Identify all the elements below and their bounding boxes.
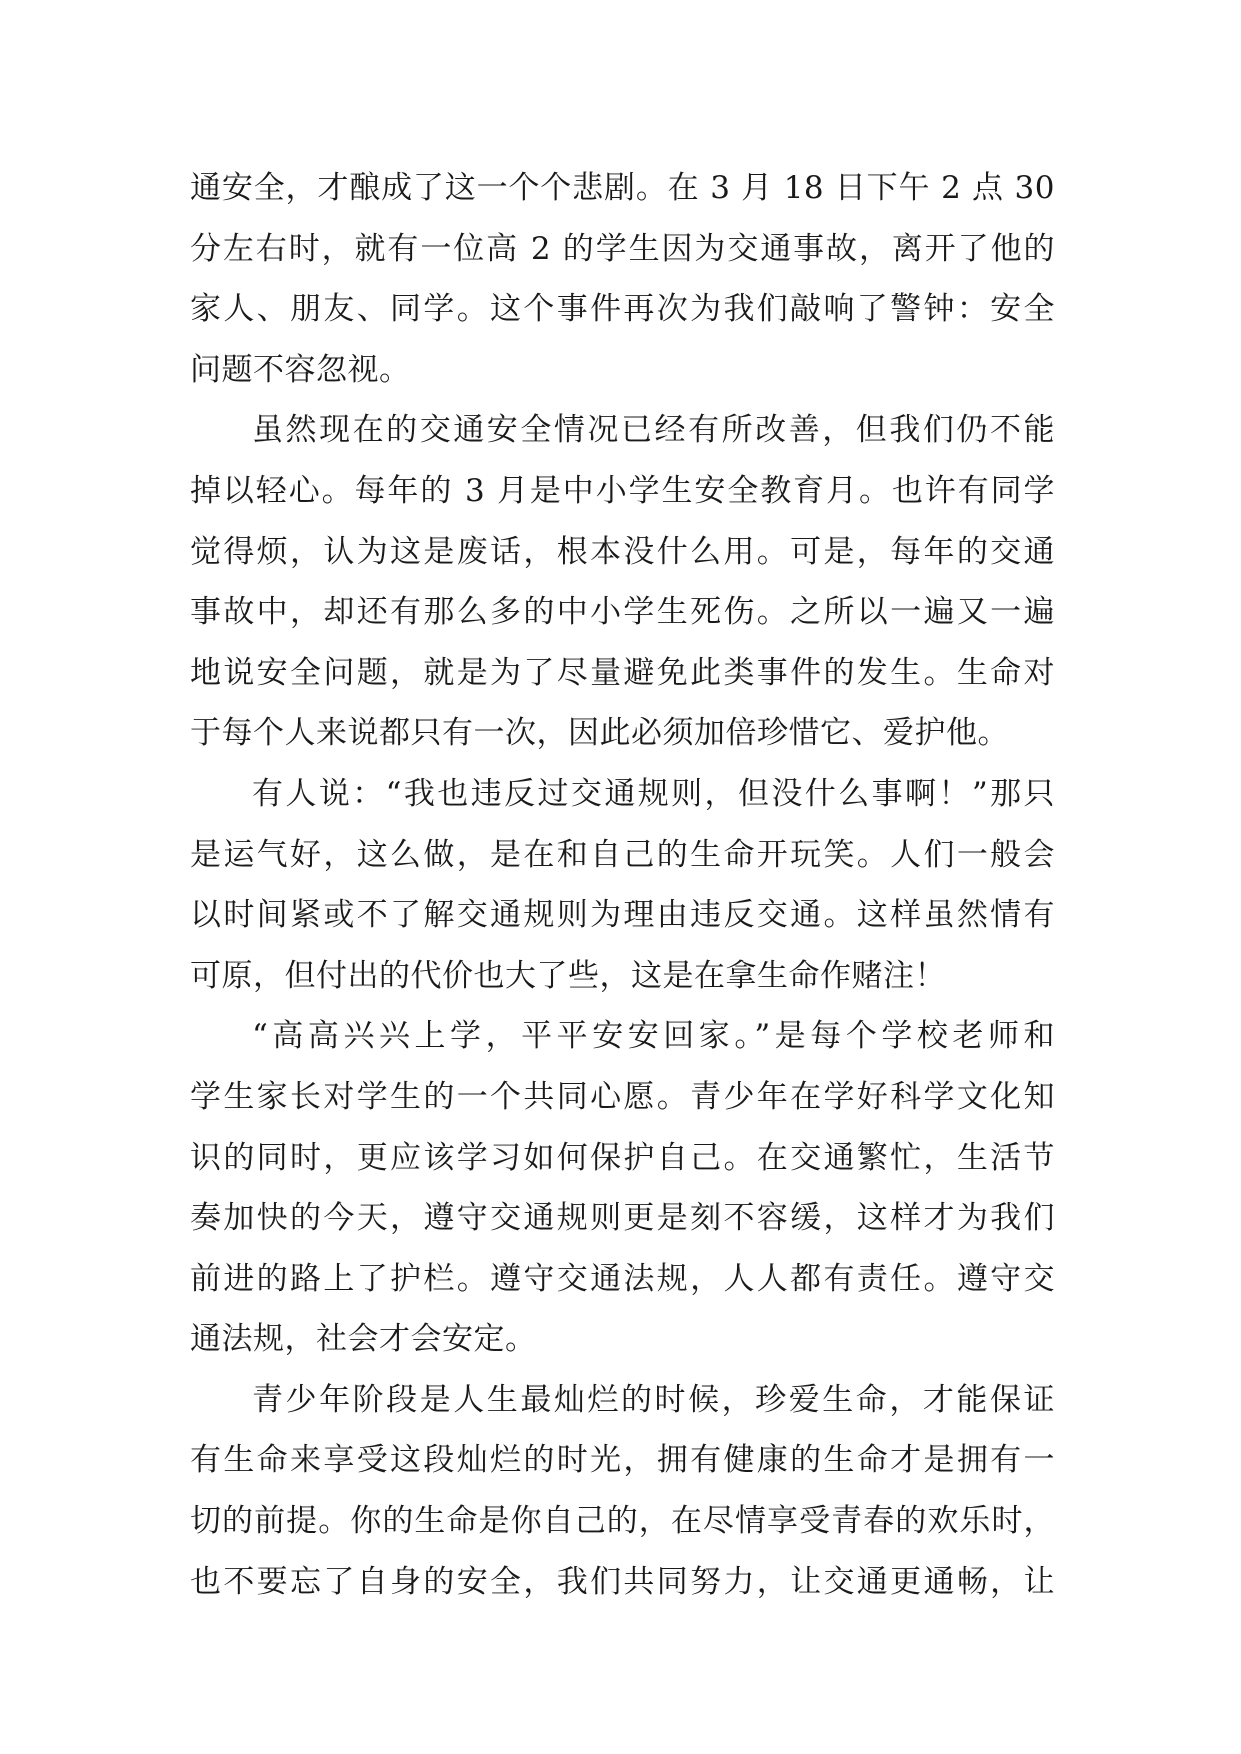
text-line: 有生命来享受这段灿烂的时光，拥有健康的生命才是拥有一 bbox=[190, 1442, 1055, 1479]
text-line: 虽然现在的交通安全情况已经有所改善，但我们仍不能 bbox=[252, 412, 1055, 449]
text-line: 青少年阶段是人生最灿烂的时候，珍爱生命，才能保证 bbox=[252, 1381, 1055, 1418]
text-line: 以时间紧或不了解交通规则为理由违反交通。这样虽然情有 bbox=[190, 897, 1055, 934]
text-line: 于每个人来说都只有一次，因此必须加倍珍惜它、爱护他。 bbox=[190, 715, 1009, 752]
text-line: 分左右时，就有一位高 2 的学生因为交通事故，离开了他的 bbox=[190, 230, 1055, 267]
text-line: 识的同时，更应该学习如何保护自己。在交通繁忙，生活节 bbox=[190, 1139, 1055, 1176]
text-line: “高高兴兴上学，平平安安回家。”是每个学校老师和 bbox=[252, 1018, 1055, 1055]
text-line: 通安全，才酿成了这一个个悲剧。在 3 月 18 日下午 2 点 30 bbox=[190, 170, 1055, 206]
text-line: 地说安全问题，就是为了尽量避免此类事件的发生。生命对 bbox=[190, 654, 1055, 691]
text-line: 奏加快的今天，遵守交通规则更是刻不容缓，这样才为我们 bbox=[190, 1200, 1055, 1237]
text-line: 也不要忘了自身的安全，我们共同努力，让交通更通畅，让 bbox=[190, 1563, 1055, 1600]
text-line: 通法规，社会才会安定。 bbox=[190, 1321, 537, 1358]
text-line: 有人说：“我也违反过交通规则，但没什么事啊！”那只 bbox=[252, 775, 1055, 812]
document-page bbox=[190, 158, 1055, 1612]
text-line: 掉以轻心。每年的 3 月是中小学生安全教育月。也许有同学 bbox=[190, 472, 1055, 509]
text-line: 家人、朋友、同学。这个事件再次为我们敲响了警钟：安全 bbox=[190, 291, 1055, 328]
document-body bbox=[190, 158, 1055, 1612]
text-line: 可原，但付出的代价也大了些，这是在拿生命作赌注！ bbox=[190, 957, 946, 994]
text-line: 是运气好，这么做，是在和自己的生命开玩笑。人们一般会 bbox=[190, 836, 1055, 873]
text-line: 觉得烦，认为这是废话，根本没什么用。可是，每年的交通 bbox=[190, 533, 1055, 570]
text-line: 学生家长对学生的一个共同心愿。青少年在学好科学文化知 bbox=[190, 1078, 1055, 1115]
text-line: 事故中，却还有那么多的中小学生死伤。之所以一遍又一遍 bbox=[190, 594, 1055, 631]
text-line: 切的前提。你的生命是你自己的，在尽情享受青春的欢乐时， bbox=[190, 1503, 1055, 1540]
text-line: 前进的路上了护栏。遵守交通法规，人人都有责任。遵守交 bbox=[190, 1260, 1055, 1297]
text-line: 问题不容忽视。 bbox=[190, 351, 411, 388]
